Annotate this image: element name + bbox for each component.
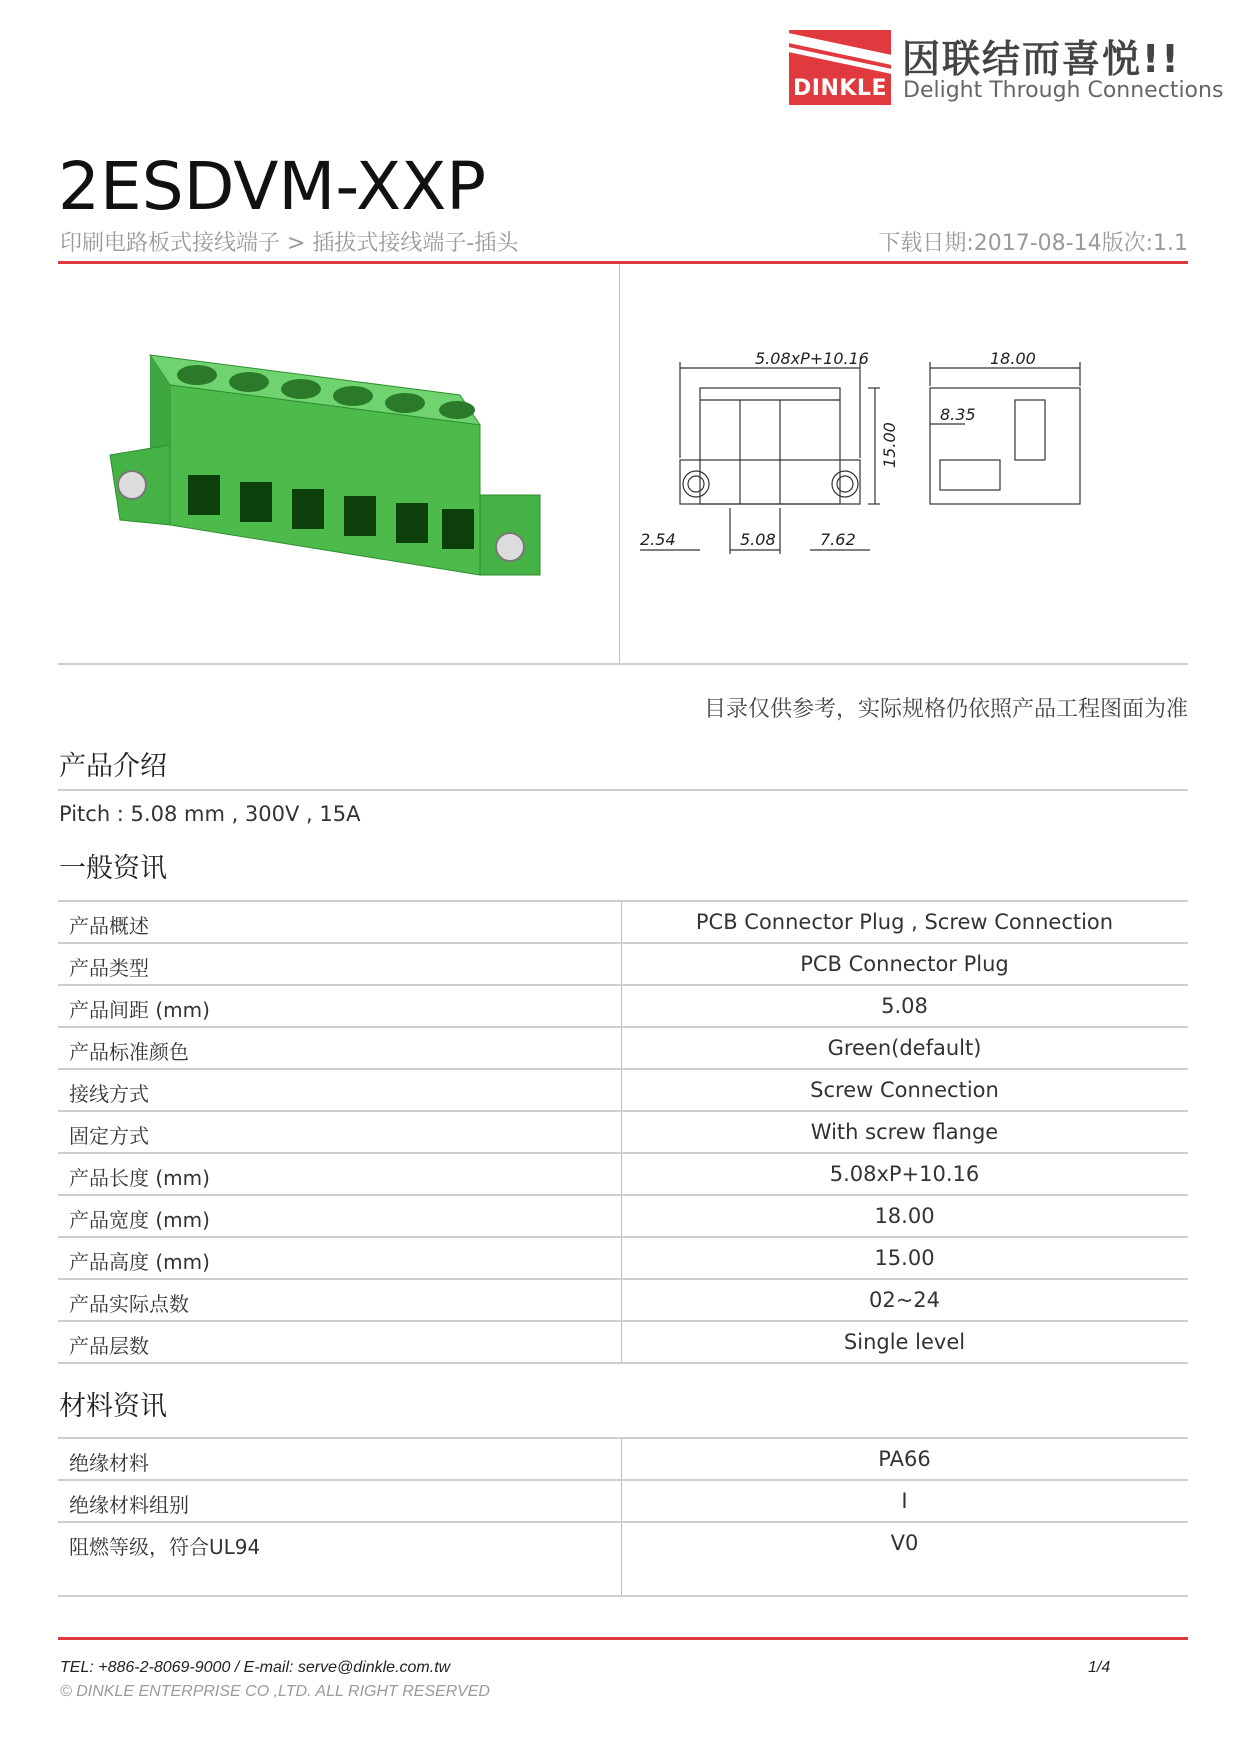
image-bottom-rule [58,663,1188,665]
row-key: 产品实际点数 [69,1292,189,1316]
intro-heading: 产品介绍 [59,751,167,782]
pitch-label: 5.08 [740,530,776,549]
dimension-drawing [640,340,1150,570]
row-key: 固定方式 [69,1124,149,1148]
row-value: Screw Connection [810,1078,999,1102]
intro-rule [58,789,1188,791]
row-key: 绝缘材料组别 [69,1493,189,1517]
row-key: 产品概述 [69,914,149,938]
row-key: 产品间距 (mm) [69,998,210,1022]
row-key: 产品长度 (mm) [69,1166,210,1190]
row-value: 5.08 [881,994,928,1018]
row-value: 15.00 [874,1246,935,1270]
download-date-version: 下载日期:2017-08-14版次:1.1 [878,231,1188,256]
logo-slogan-cn: 因联结而喜悦!! [902,37,1181,81]
table-row [58,1196,1188,1238]
logo-brand-text: DINKLE [793,76,887,101]
row-value: PCB Connector Plug , Screw Connection [695,910,1114,934]
row-value: Single level [843,1330,966,1354]
footer-copyright: © DINKLE ENTERPRISE CO ,LTD. ALL RIGHT RESERVED [60,1683,490,1700]
page-number: 1/4 [1088,1659,1111,1676]
footer-contact: TEL: +886-2-8069-9000 / E-mail: serve@dinkle.com.tw [60,1659,451,1676]
company-logo [789,30,1224,108]
row-key: 产品标准颜色 [69,1040,189,1064]
row-value: V0 [890,1531,919,1555]
pitch-line: Pitch : 5.08 mm , 300V , 15A [59,802,361,826]
table-row [58,1322,1188,1364]
table-row [58,1280,1188,1322]
table-row [58,1154,1188,1196]
width-label: 18.00 [990,349,1036,368]
row-key: 绝缘材料 [69,1451,149,1475]
footer-divider [58,1637,1188,1640]
row-key: 接线方式 [69,1082,149,1106]
logo-mark [789,30,891,105]
row-value: 5.08xP+10.16 [829,1162,980,1186]
row-value: PA66 [878,1447,931,1471]
row-value: Green(default) [827,1036,982,1060]
edge-label: 2.54 [640,530,676,549]
logo-slogan-en: Delight Through Connections [903,78,1224,103]
breadcrumb: 印刷电路板式接线端子 > 插拔式接线端子-插头 [60,231,519,256]
table-row [58,944,1188,986]
row-key: 产品层数 [69,1334,149,1358]
catalog-notice: 目录仅供参考，实际规格仍依照产品工程图面为准 [703,697,1188,722]
row-value: 18.00 [874,1204,935,1228]
product-title: 2ESDVM-XXP [58,148,487,225]
flange-label: 7.62 [820,530,856,549]
table-row [58,1439,1188,1481]
row-key: 阻燃等级，符合UL94 [69,1535,261,1559]
table-row [58,1028,1188,1070]
row-key: 产品宽度 (mm) [69,1208,210,1232]
row-key: 产品高度 (mm) [69,1250,210,1274]
row-value: With screw flange [810,1120,999,1144]
table-row [58,1523,1188,1597]
length-label: 5.08xP+10.16 [755,349,869,368]
image-divider [619,264,620,664]
table-row [58,1238,1188,1280]
table-row [58,1481,1188,1523]
row-value: 02~24 [868,1288,941,1312]
table-row [58,1112,1188,1154]
product-photo [100,345,560,605]
table-row [58,902,1188,944]
material-heading: 材料资讯 [59,1391,167,1422]
table-row [58,986,1188,1028]
material-table [58,1437,1188,1597]
row-key: 产品类型 [69,956,149,980]
height-label: 15.00 [880,422,899,468]
offset-label: 8.35 [940,405,976,424]
general-heading: 一般资讯 [59,853,167,884]
general-table [58,900,1188,1364]
row-value: PCB Connector Plug [800,952,1009,976]
table-row [58,1070,1188,1112]
row-value: I [901,1489,908,1513]
header-divider [58,261,1188,264]
